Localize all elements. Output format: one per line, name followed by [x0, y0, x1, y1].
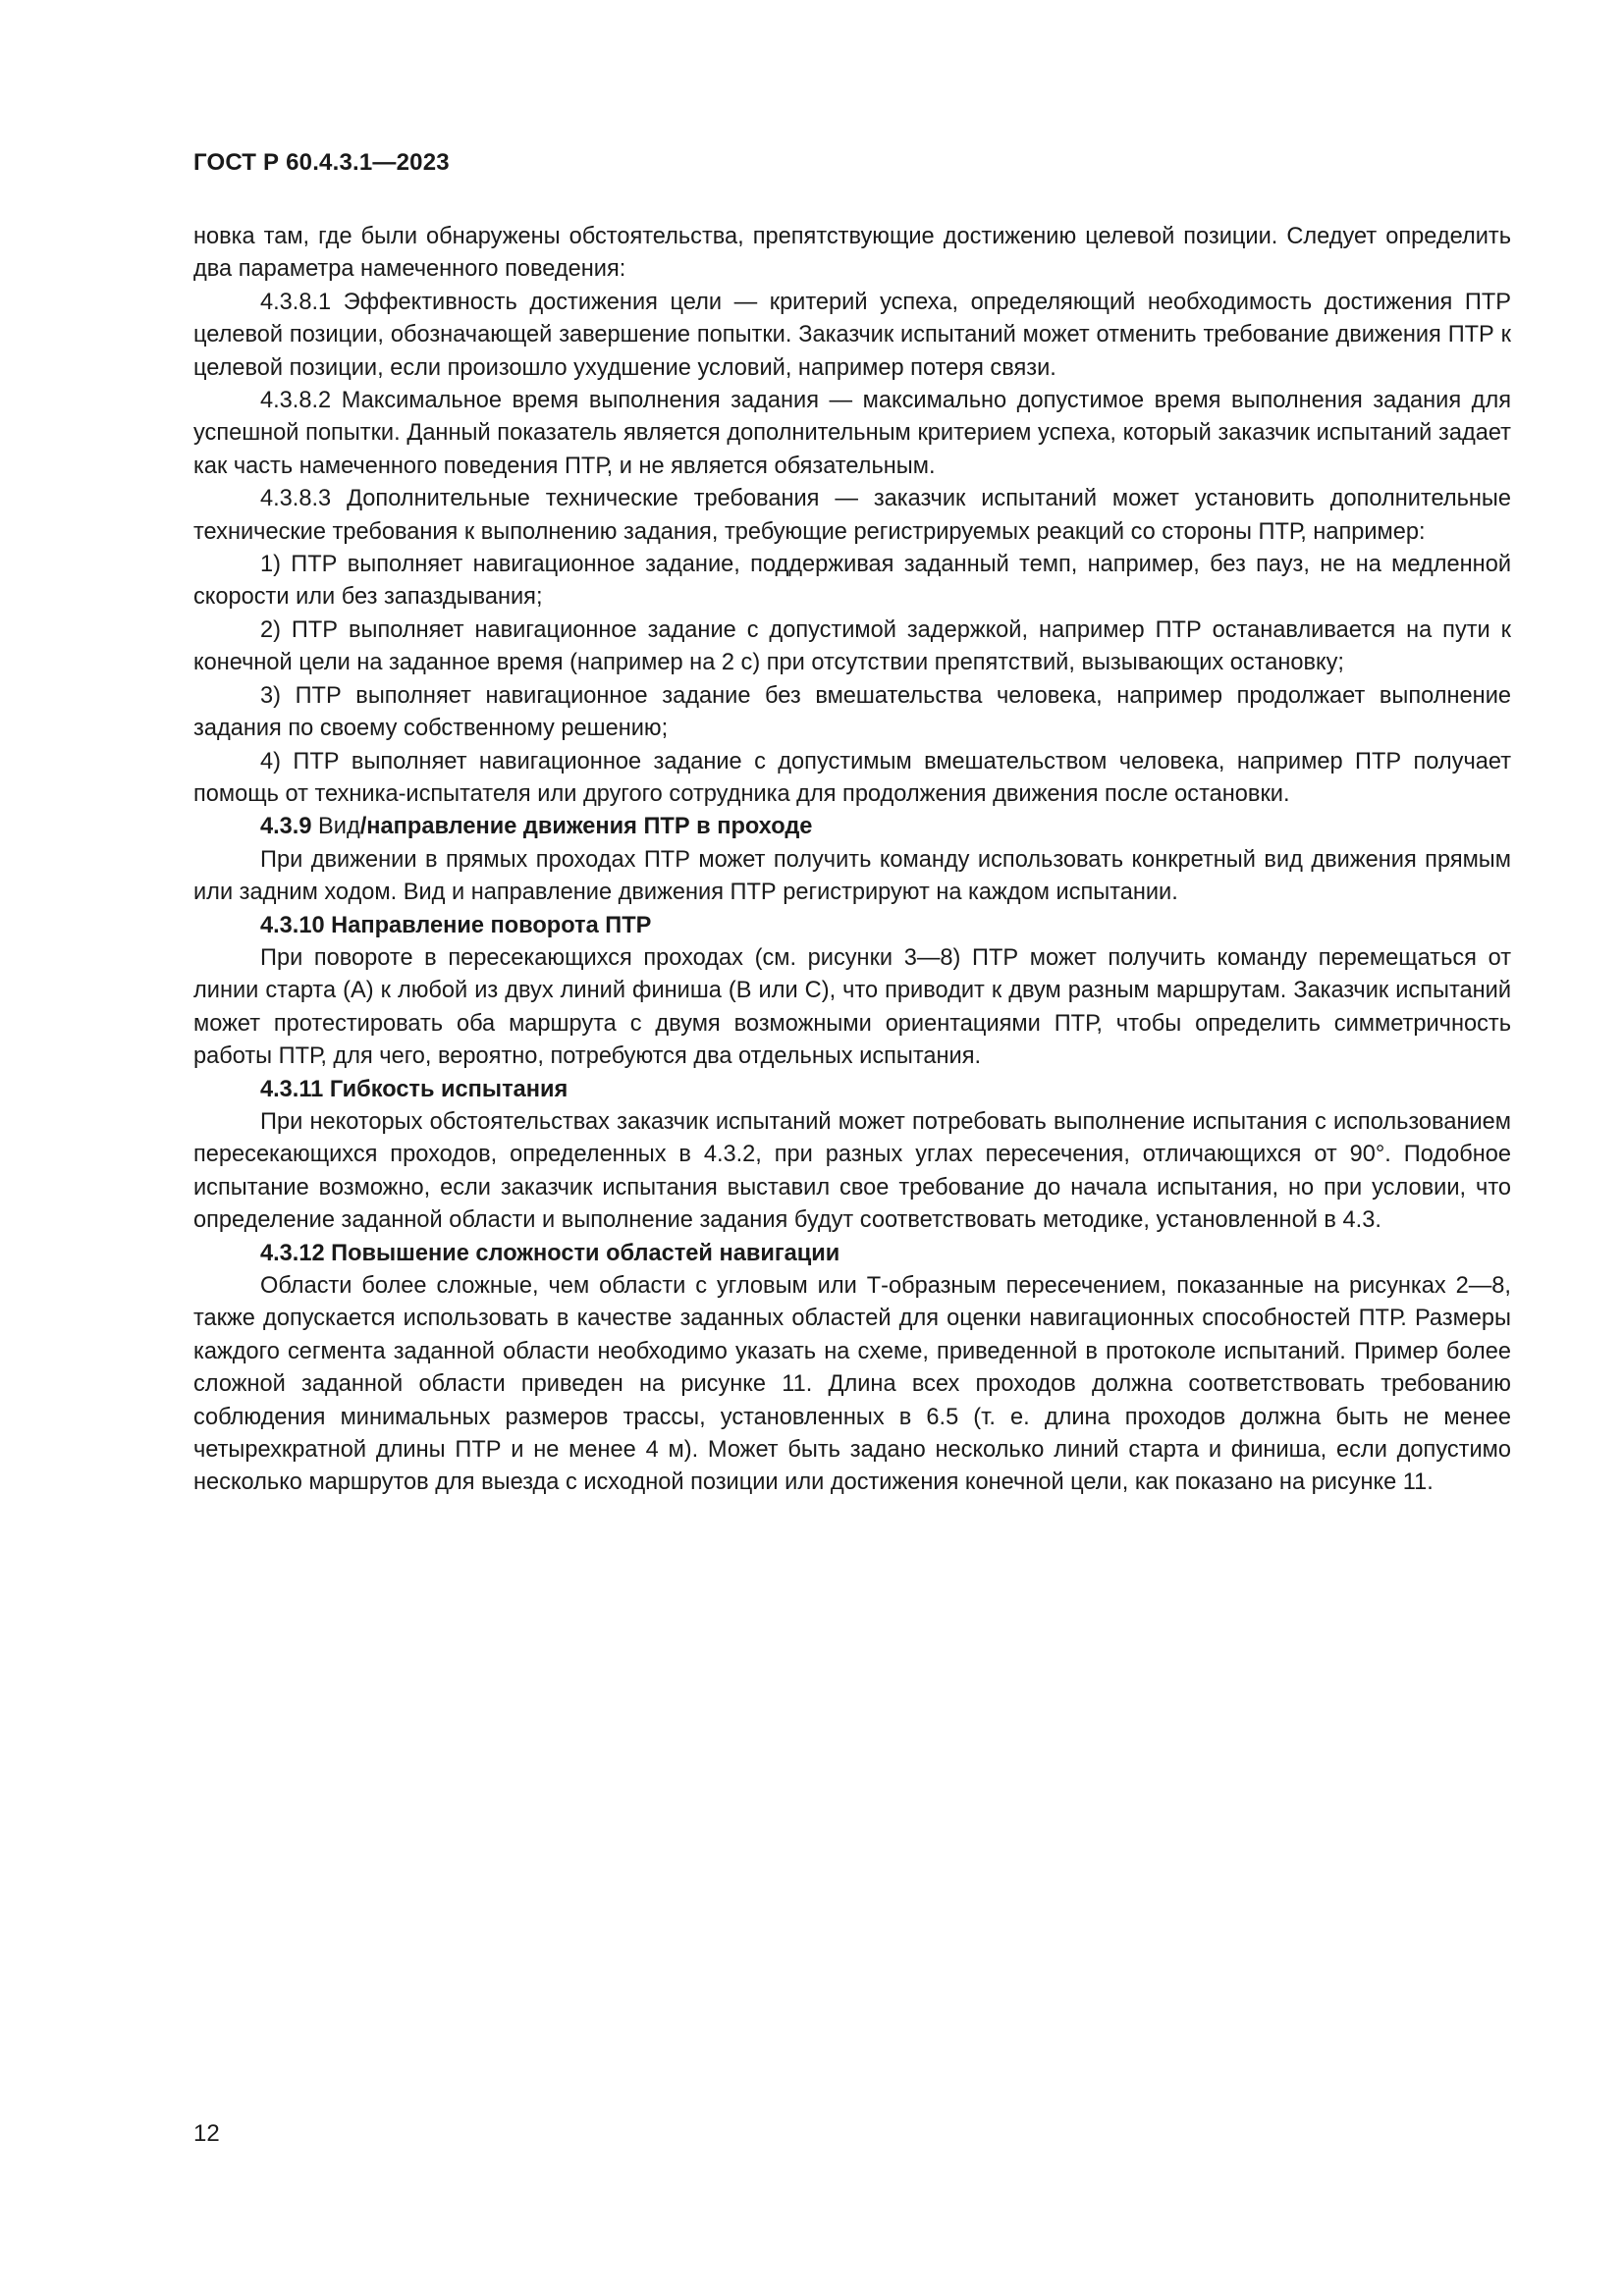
list-item-4: 4) ПТР выполняет навигационное задание с допустимым вмешательством человека, например ПТР получает помощь от техника-испытателя или другого сотрудника для продолжения движения после остановки. [193, 748, 1511, 807]
section-heading-4-3-9 [193, 811, 1511, 843]
paragraph-4-3-8-3: 4.3.8.3 Дополнительные технические требования — заказчик испытаний может установить дополнительные технические требования к выполнению задания, требующие регистрируемых реакций со стороны ПТР, например: [193, 486, 1511, 545]
section-heading-4-3-10: 4.3.10 Направление поворота ПТР [260, 912, 652, 938]
section-heading-4-3-11: 4.3.11 Гибкость испытания [260, 1076, 568, 1102]
paragraph: При некоторых обстоятельствах заказчик испытаний может потребовать выполнение испытания с использованием пересекающихся проходов, определенных в 4.3.2, при разных углах пересечения, отличающихся от 90°. Подобное испытание возможно, если заказчик испытания выставил свое требование до начала испытания, но при условии, что определение заданной области и выполнение задания будут соответствовать методике, установленной в 4.3. [193, 1108, 1511, 1234]
document-body [193, 221, 1511, 1500]
paragraph: новка там, где были обнаружены обстоятельства, препятствующие достижению целевой позиции. Следует определить два параметра намеченного поведения: [193, 224, 1511, 283]
heading-rest: /направление движения ПТР в проходе [359, 814, 813, 840]
list-item-2: 2) ПТР выполняет навигационное задание с допустимой задержкой, например ПТР останавливается на пути к конечной цели на заданное время (например на 2 с) при отсутствии препятствий, вызывающих остановку; [193, 616, 1511, 676]
paragraph-4-3-8-1: 4.3.8.1 Эффективность достижения цели — критерий успеха, определяющий необходимость достижения ПТР целевой позиции, обозначающей завершение попытки. Заказчик испытаний может отменить требование движения ПТР к целевой позиции, если произошло ухудшение условий, например потеря связи. [193, 289, 1511, 381]
heading-number: 4.3.9 [260, 814, 312, 840]
page-number: 12 [193, 2120, 220, 2147]
paragraph: При повороте в пересекающихся проходах (см. рисунки 3—8) ПТР может получить команду перемещаться от линии старта (А) к любой из двух линий финиша (В или С), что приводит к двум разным маршрутам. Заказчик испытаний может протестировать оба маршрута с двумя возможными ориентациями ПТР, чтобы определить симметричность работы ПТР, для чего, вероятно, потребуются два отдельных испытания. [193, 944, 1511, 1070]
section-heading-4-3-12: 4.3.12 Повышение сложности областей навигации [260, 1240, 840, 1266]
paragraph: Области более сложные, чем области с угловым или Т-образным пересечением, показанные на рисунках 2—8, также допускается использовать в качестве заданных областей для оценки навигационных способностей ПТР. Размеры каждого сегмента заданной области необходимо указать на схеме, приведенной в протоколе испытаний. Пример более сложной заданной области приведен на рисунке 11. Длина всех проходов должна соответствовать требованию соблюдения минимальных размеров трассы, установленных в 6.5 (т. е. длина проходов должна быть не менее четырехкратной длины ПТР и не менее 4 м). Может быть задано несколько линий старта и финиша, если допустимо несколько маршрутов для выезда с исходной позиции или достижения конечной цели, как показано на рисунке 11. [193, 1273, 1511, 1496]
heading-word: Вид [311, 814, 360, 840]
document-code-header: ГОСТ Р 60.4.3.1—2023 [193, 149, 450, 176]
paragraph: При движении в прямых проходах ПТР может получить команду использовать конкретный вид движения прямым или задним ходом. Вид и направление движения ПТР регистрируют на каждом испытании. [193, 846, 1511, 906]
list-item-1: 1) ПТР выполняет навигационное задание, поддерживая заданный темп, например, без пауз, не на медленной скорости или без запаздывания; [193, 552, 1511, 611]
list-item-3: 3) ПТР выполняет навигационное задание без вмешательства человека, например продолжает выполнение задания по своему собственному решению; [193, 682, 1511, 742]
paragraph-4-3-8-2: 4.3.8.2 Максимальное время выполнения задания — максимально допустимое время выполнения задания для успешной попытки. Данный показатель является дополнительным критерием успеха, который заказчик испытаний задает как часть намеченного поведения ПТР, и не является обязательным. [193, 388, 1511, 479]
